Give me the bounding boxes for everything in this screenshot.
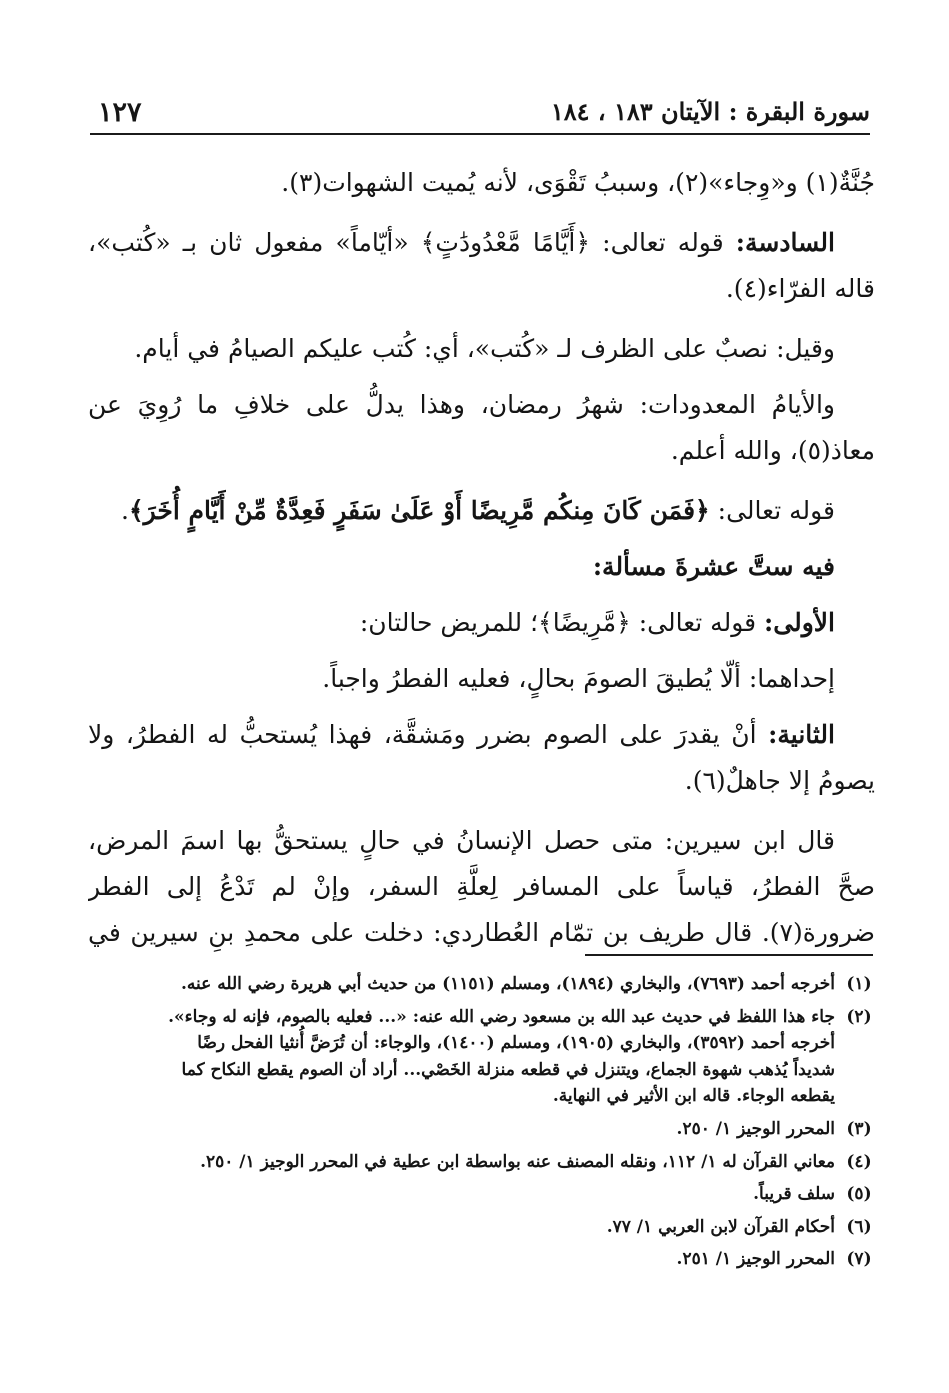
page-header xyxy=(90,92,870,132)
paragraph-2-heading: السادسة: xyxy=(735,228,835,257)
paragraph-10: قال ابن سيرين: متى حصل الإنسانُ في حالٍ يستحقُّ بها اسمَ المرض، صحَّ الفطرُ، قياساً على المسافر لِعلَّةِ السفر، وإنْ لم تَدْعُ إلى الفطر ضرورة(٧). قال طريف بن تمّام العُطاردي: دخلت على محمدِ بنِ سيرين في xyxy=(88,826,875,947)
footnote-7 xyxy=(95,1246,877,1273)
footnote-number: (٥) xyxy=(846,1184,872,1205)
paragraph-9-text: أنْ يقدرَ على الصوم بضرر ومَشقَّة، فهذا يُستحبُّ له الفطرُ، ولا يصومُ إلا جاهلٌ(٦). xyxy=(88,720,875,795)
paragraph-8: إحداهما: ألّا يُطيقَ الصومَ بحالٍ، فعليه الفطرُ واجباً. xyxy=(322,664,835,693)
paragraph-4: والأيامُ المعدودات: شهرُ رمضان، وهذا يدلُّ على خلافِ ما رُوِيَ عن معاذ(٥)، والله أعلم. xyxy=(88,390,875,465)
quran-verse: ﴿فَمَن كَانَ مِنكُم مَّرِيضًا أَوْ عَلَىٰ سَفَرٍ فَعِدَّةٌ مِّنْ أَيَّامٍ أُخَرَ﴾ xyxy=(128,496,710,525)
footnote-line: سلف قريباً. xyxy=(753,1184,835,1205)
paragraph-1: جُنَّةٌ(١) و«وِجاء»(٢)، وسببُ تَقْوَى، لأنه يُميت الشهوات(٣). xyxy=(281,168,875,197)
footnote-number: (٧) xyxy=(846,1249,872,1270)
footnote-6 xyxy=(95,1214,877,1241)
paragraph-9-heading: الثانية: xyxy=(768,720,835,749)
paragraph-2-text: قوله تعالى: ﴿أَيَّامًا مَّعْدُودَٰتٍ﴾ «أيّاماً» مفعول ثان بـ «كُتب»، قاله الفرّاء(٤). xyxy=(88,228,875,303)
footnote-rule xyxy=(585,954,873,956)
footnote-line: معاني القرآن له ١/ ١١٢، ونقله المصنف عنه بواسطة ابن عطية في المحرر الوجيز ١/ ٢٥٠. xyxy=(200,1151,835,1172)
footnote-line: أخرجه أحمد (٧٦٩٣)، والبخاري (١٨٩٤)، ومسلم (١١٥١) من حديث أبي هريرة رضي الله عنه. xyxy=(180,974,835,994)
footnote-line: يقطعه الوجاء. قاله ابن الأثير في النهاية. xyxy=(552,1086,835,1107)
running-title: سورة البقرة : الآيتان ١٨٣ ، ١٨٤ xyxy=(550,97,870,126)
header-rule xyxy=(90,133,870,135)
footnote-number: (٦) xyxy=(846,1216,872,1237)
paragraph-5-end: . xyxy=(121,496,129,525)
footnote-line: المحرر الوجيز ١/ ٢٥١. xyxy=(676,1249,835,1270)
paragraph-7-text: قوله تعالى: ﴿مَّرِيضًا﴾؛ للمريض حالتان: xyxy=(359,608,765,637)
paragraph-3: وقيل: نصبٌ على الظرف لـ «كُتب»، أي: كُتب عليكم الصيامُ في أيام. xyxy=(134,334,835,363)
footnotes xyxy=(95,971,877,1321)
paragraph-7-heading: الأولى: xyxy=(764,608,835,637)
footnote-1 xyxy=(95,971,877,998)
footnote-number: (٢) xyxy=(846,1006,872,1027)
paragraph-5-intro: قوله تعالى: xyxy=(709,496,835,525)
footnote-line: شديداً يُذهب شهوة الجماع، ويتنزل في قطعه منزلة الخَصْي... أراد أن الصوم يقطع النكاح كما xyxy=(181,1059,835,1080)
paragraph-9 xyxy=(88,712,875,804)
footnote-line: المحرر الوجيز ١/ ٢٥٠. xyxy=(676,1118,835,1139)
footnote-number: (١) xyxy=(846,974,872,994)
footnote-line: جاء هذا اللفظ في حديث عبد الله بن مسعود رضي الله عنه: «... فعليه بالصوم، فإنه له وجاء». xyxy=(168,1006,835,1027)
footnote-line: أحكام القرآن لابن العربي ١/ ٧٧. xyxy=(606,1216,835,1237)
paragraph-7 xyxy=(88,600,875,646)
footnote-number: (٤) xyxy=(846,1151,872,1172)
footnote-2 xyxy=(95,1004,877,1110)
footnote-5 xyxy=(95,1181,877,1208)
footnote-line: أخرجه أحمد (٣٥٩٢)، والبخاري (١٩٠٥)، ومسلم (١٤٠٠)، والوجاء: أن تُرَضَّ أُنثيا الفحل رضًا xyxy=(197,1033,835,1054)
paragraph-5 xyxy=(88,488,875,534)
footnote-3 xyxy=(95,1116,877,1143)
section-heading: فيه ستَّ عشرةَ مسألة: xyxy=(592,552,835,581)
main-text xyxy=(88,160,875,952)
footnote-4 xyxy=(95,1149,877,1176)
paragraph-2 xyxy=(88,220,875,312)
page-number: ١٢٧ xyxy=(98,97,142,128)
footnote-number: (٣) xyxy=(846,1118,872,1139)
